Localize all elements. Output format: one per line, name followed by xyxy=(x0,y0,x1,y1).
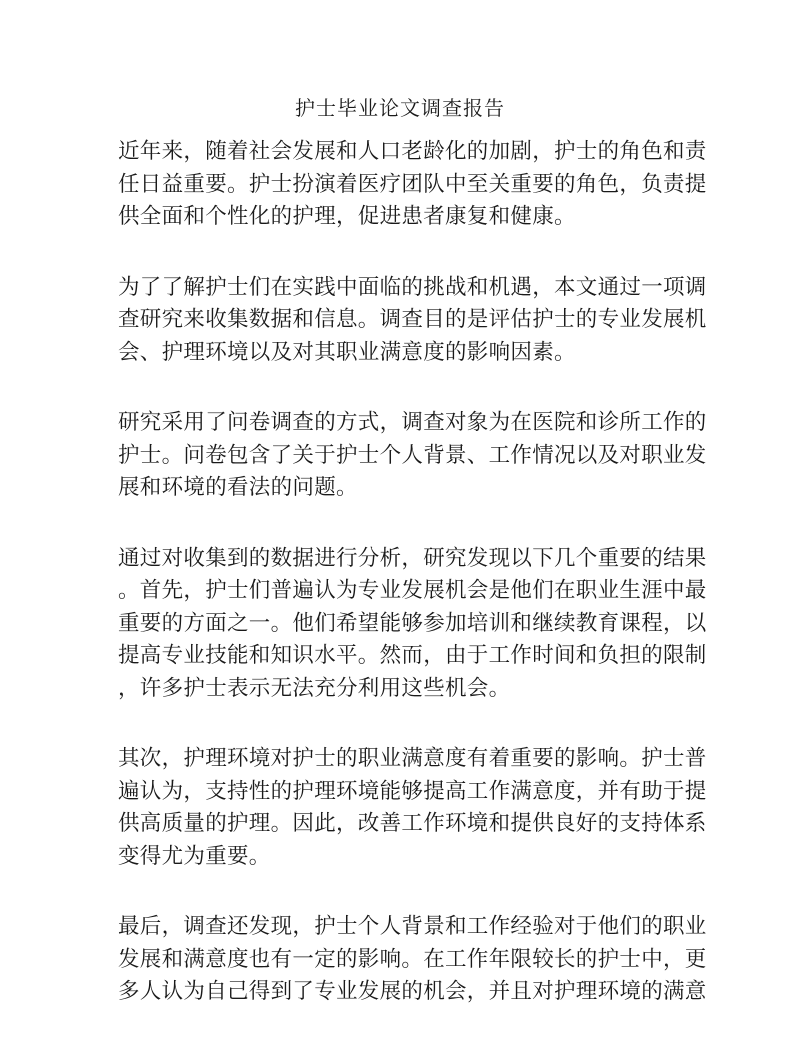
paragraph-1 xyxy=(118,136,707,234)
paragraph-line: 供全面和个性化的护理，促进患者康复和健康。 xyxy=(118,204,576,229)
document-title: 护士毕业论文调查报告 xyxy=(295,96,505,120)
paragraph-line: 发展和满意度也有一定的影响。在工作年限较长的护士中，更 xyxy=(118,946,707,972)
paragraph-line: 查研究来收集数据和信息。调查目的是评估护士的专业发展机 xyxy=(118,307,707,332)
paragraph-line: 任日益重要。护士扮演着医疗团队中至关重要的角色，负责提 xyxy=(118,171,707,197)
paragraph-line: 会、护理环境以及对其职业满意度的影响因素。 xyxy=(118,339,576,365)
paragraph-line: 近年来，随着社会发展和人口老龄化的加剧，护士的角色和责 xyxy=(118,139,707,164)
paragraph-line: 变得尤为重要。 xyxy=(118,843,271,869)
paragraph-line: 提高专业技能和知识水平。然而，由于工作时间和负担的限制 xyxy=(118,643,707,668)
paragraph-4 xyxy=(118,543,707,706)
paragraph-line: ，许多护士表示无法充分利用这些机会。 xyxy=(118,675,511,701)
paragraph-line: 。首先，护士们普遍认为专业发展机会是他们在职业生涯中最 xyxy=(118,578,707,603)
paragraph-line: 其次，护理环境对护士的职业满意度有着重要的影响。护士普 xyxy=(118,746,707,771)
paragraph-2 xyxy=(118,272,707,370)
paragraph-5 xyxy=(118,743,707,873)
paragraph-line: 遍认为，支持性的护理环境能够提高工作满意度，并有助于提 xyxy=(118,778,707,804)
paragraph-line: 展和环境的看法的问题。 xyxy=(118,475,358,500)
paragraph-line: 研究采用了问卷调查的方式，调查对象为在医院和诊所工作的 xyxy=(118,410,707,435)
paragraph-line: 重要的方面之一。他们希望能够参加培训和继续教育课程，以 xyxy=(118,610,707,636)
paragraph-line: 为了了解护士们在实践中面临的挑战和机遇，本文通过一项调 xyxy=(118,274,707,300)
paragraph-line: 护士。问卷包含了关于护士个人背景、工作情况以及对职业发 xyxy=(118,442,707,468)
paragraph-line: 多人认为自己得到了专业发展的机会，并且对护理环境的满意 xyxy=(118,979,707,1004)
paragraph-line: 供高质量的护理。因此，改善工作环境和提供良好的支持体系 xyxy=(118,811,707,836)
paragraph-line: 通过对收集到的数据进行分析，研究发现以下几个重要的结果 xyxy=(118,545,707,571)
paragraph-6 xyxy=(118,911,707,1009)
paragraph-line: 最后，调查还发现，护士个人背景和工作经验对于他们的职业 xyxy=(118,914,707,939)
paragraph-3 xyxy=(118,407,707,505)
document-body xyxy=(118,136,707,1047)
